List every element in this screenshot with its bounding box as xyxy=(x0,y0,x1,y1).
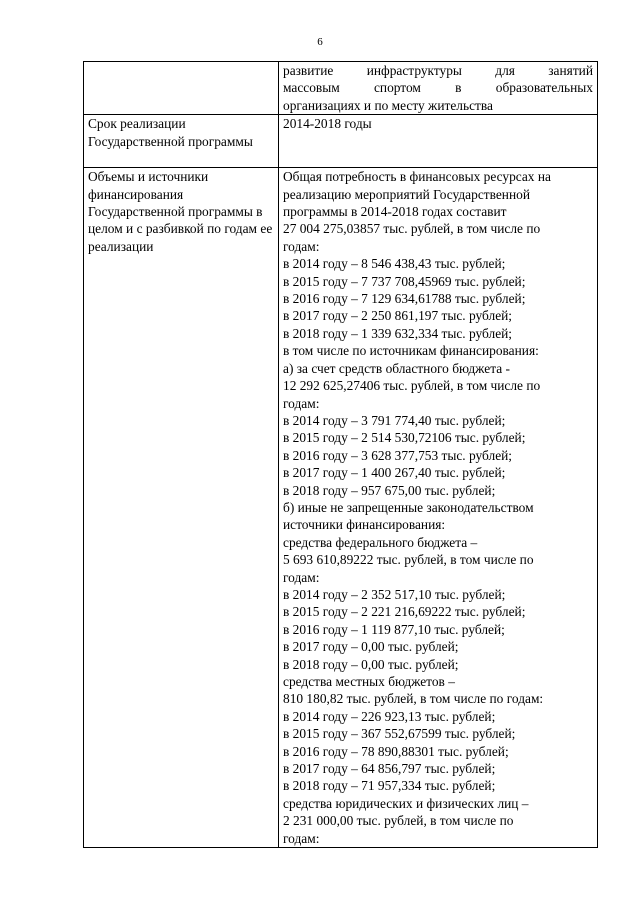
funding-line: средства местных бюджетов – xyxy=(283,674,455,689)
table-row xyxy=(84,115,598,168)
funding-line: в 2014 году – 3 791 774,40 тыс. рублей; xyxy=(283,412,506,428)
row-value-cell xyxy=(279,62,598,115)
funding-label: Объемы и источники финансирования Государственной программы в целом и с разбивкой по годам ее реализации xyxy=(88,169,273,254)
funding-line: в 2017 году – 1 400 267,40 тыс. рублей; xyxy=(283,465,506,481)
row-label-cell xyxy=(84,168,279,848)
funding-line: реализацию мероприятий Государственной xyxy=(283,186,530,202)
funding-line: средства юридических и физических лиц – xyxy=(283,795,529,811)
funding-line: в 2018 году – 957 675,00 тыс. рублей; xyxy=(283,482,496,498)
funding-line: 5 693 610,89222 тыс. рублей, в том числе по xyxy=(283,552,534,568)
funding-line: Общая потребность в финансовых ресурсах на xyxy=(283,169,551,185)
text-line: массовым спортом в образовательных xyxy=(283,80,593,96)
row-label-cell xyxy=(84,115,279,168)
text-line: организациях и по месту жительства xyxy=(283,97,493,113)
funding-line: в 2018 году – 71 957,334 тыс. рублей; xyxy=(283,778,496,794)
text-line: развитие инфраструктуры для занятий xyxy=(283,63,593,78)
table-row xyxy=(84,62,598,115)
funding-line: в 2015 году – 2 221 216,69222 тыс. рублей; xyxy=(283,604,526,620)
row-label-cell xyxy=(84,62,279,115)
funding-value-cell xyxy=(279,168,598,848)
funding-line: а) за счет средств областного бюджета - xyxy=(283,360,510,376)
row-value-cell xyxy=(279,115,598,168)
funding-line: в 2015 году – 2 514 530,72106 тыс. рублей; xyxy=(283,430,526,446)
funding-line: в 2016 году – 1 119 877,10 тыс. рублей; xyxy=(283,621,505,637)
funding-line: 12 292 625,27406 тыс. рублей, в том числе по xyxy=(283,378,541,394)
funding-line: в 2017 году – 2 250 861,197 тыс. рублей; xyxy=(283,308,513,324)
program-passport-table xyxy=(83,61,598,848)
funding-line: 27 004 275,03857 тыс. рублей, в том числе по xyxy=(283,221,541,237)
funding-line: в том числе по источникам финансирования: xyxy=(283,343,539,359)
funding-line: средства федерального бюджета – xyxy=(283,534,478,550)
funding-line: в 2015 году – 367 552,67599 тыс. рублей; xyxy=(283,726,516,742)
period-label: Срок реализации Государственной программы xyxy=(88,116,253,149)
funding-line: в 2015 году – 7 737 708,45969 тыс. рублей; xyxy=(283,273,526,289)
funding-line: в 2016 году – 7 129 634,61788 тыс. рублей; xyxy=(283,291,526,307)
period-value: 2014-2018 годы xyxy=(283,116,372,132)
page-number: 6 xyxy=(317,36,323,48)
funding-line: 2 231 000,00 тыс. рублей, в том числе по xyxy=(283,813,514,829)
funding-line: в 2017 году – 64 856,797 тыс. рублей; xyxy=(283,761,496,777)
funding-line: годам: xyxy=(283,830,320,846)
table-row xyxy=(84,168,598,848)
funding-line: годам: xyxy=(283,238,320,254)
funding-line: в 2014 году – 8 546 438,43 тыс. рублей; xyxy=(283,256,506,272)
funding-line: в 2018 году – 0,00 тыс. рублей; xyxy=(283,656,459,672)
funding-line: в 2016 году – 3 628 377,753 тыс. рублей; xyxy=(283,447,513,463)
funding-line: 810 180,82 тыс. рублей, в том числе по годам: xyxy=(283,691,544,707)
funding-line: в 2016 году – 78 890,88301 тыс. рублей; xyxy=(283,743,509,759)
funding-line: источники финансирования: xyxy=(283,517,446,533)
funding-line: в 2014 году – 2 352 517,10 тыс. рублей; xyxy=(283,586,506,602)
funding-line: б) иные не запрещенные законодательством xyxy=(283,499,534,515)
funding-line: в 2014 году – 226 923,13 тыс. рублей; xyxy=(283,708,496,724)
funding-line: программы в 2014-2018 годах составит xyxy=(283,204,507,220)
funding-line: годам: xyxy=(283,395,320,411)
funding-line: в 2017 году – 0,00 тыс. рублей; xyxy=(283,639,459,655)
funding-line: годам: xyxy=(283,569,320,585)
funding-line: в 2018 году – 1 339 632,334 тыс. рублей; xyxy=(283,325,513,341)
